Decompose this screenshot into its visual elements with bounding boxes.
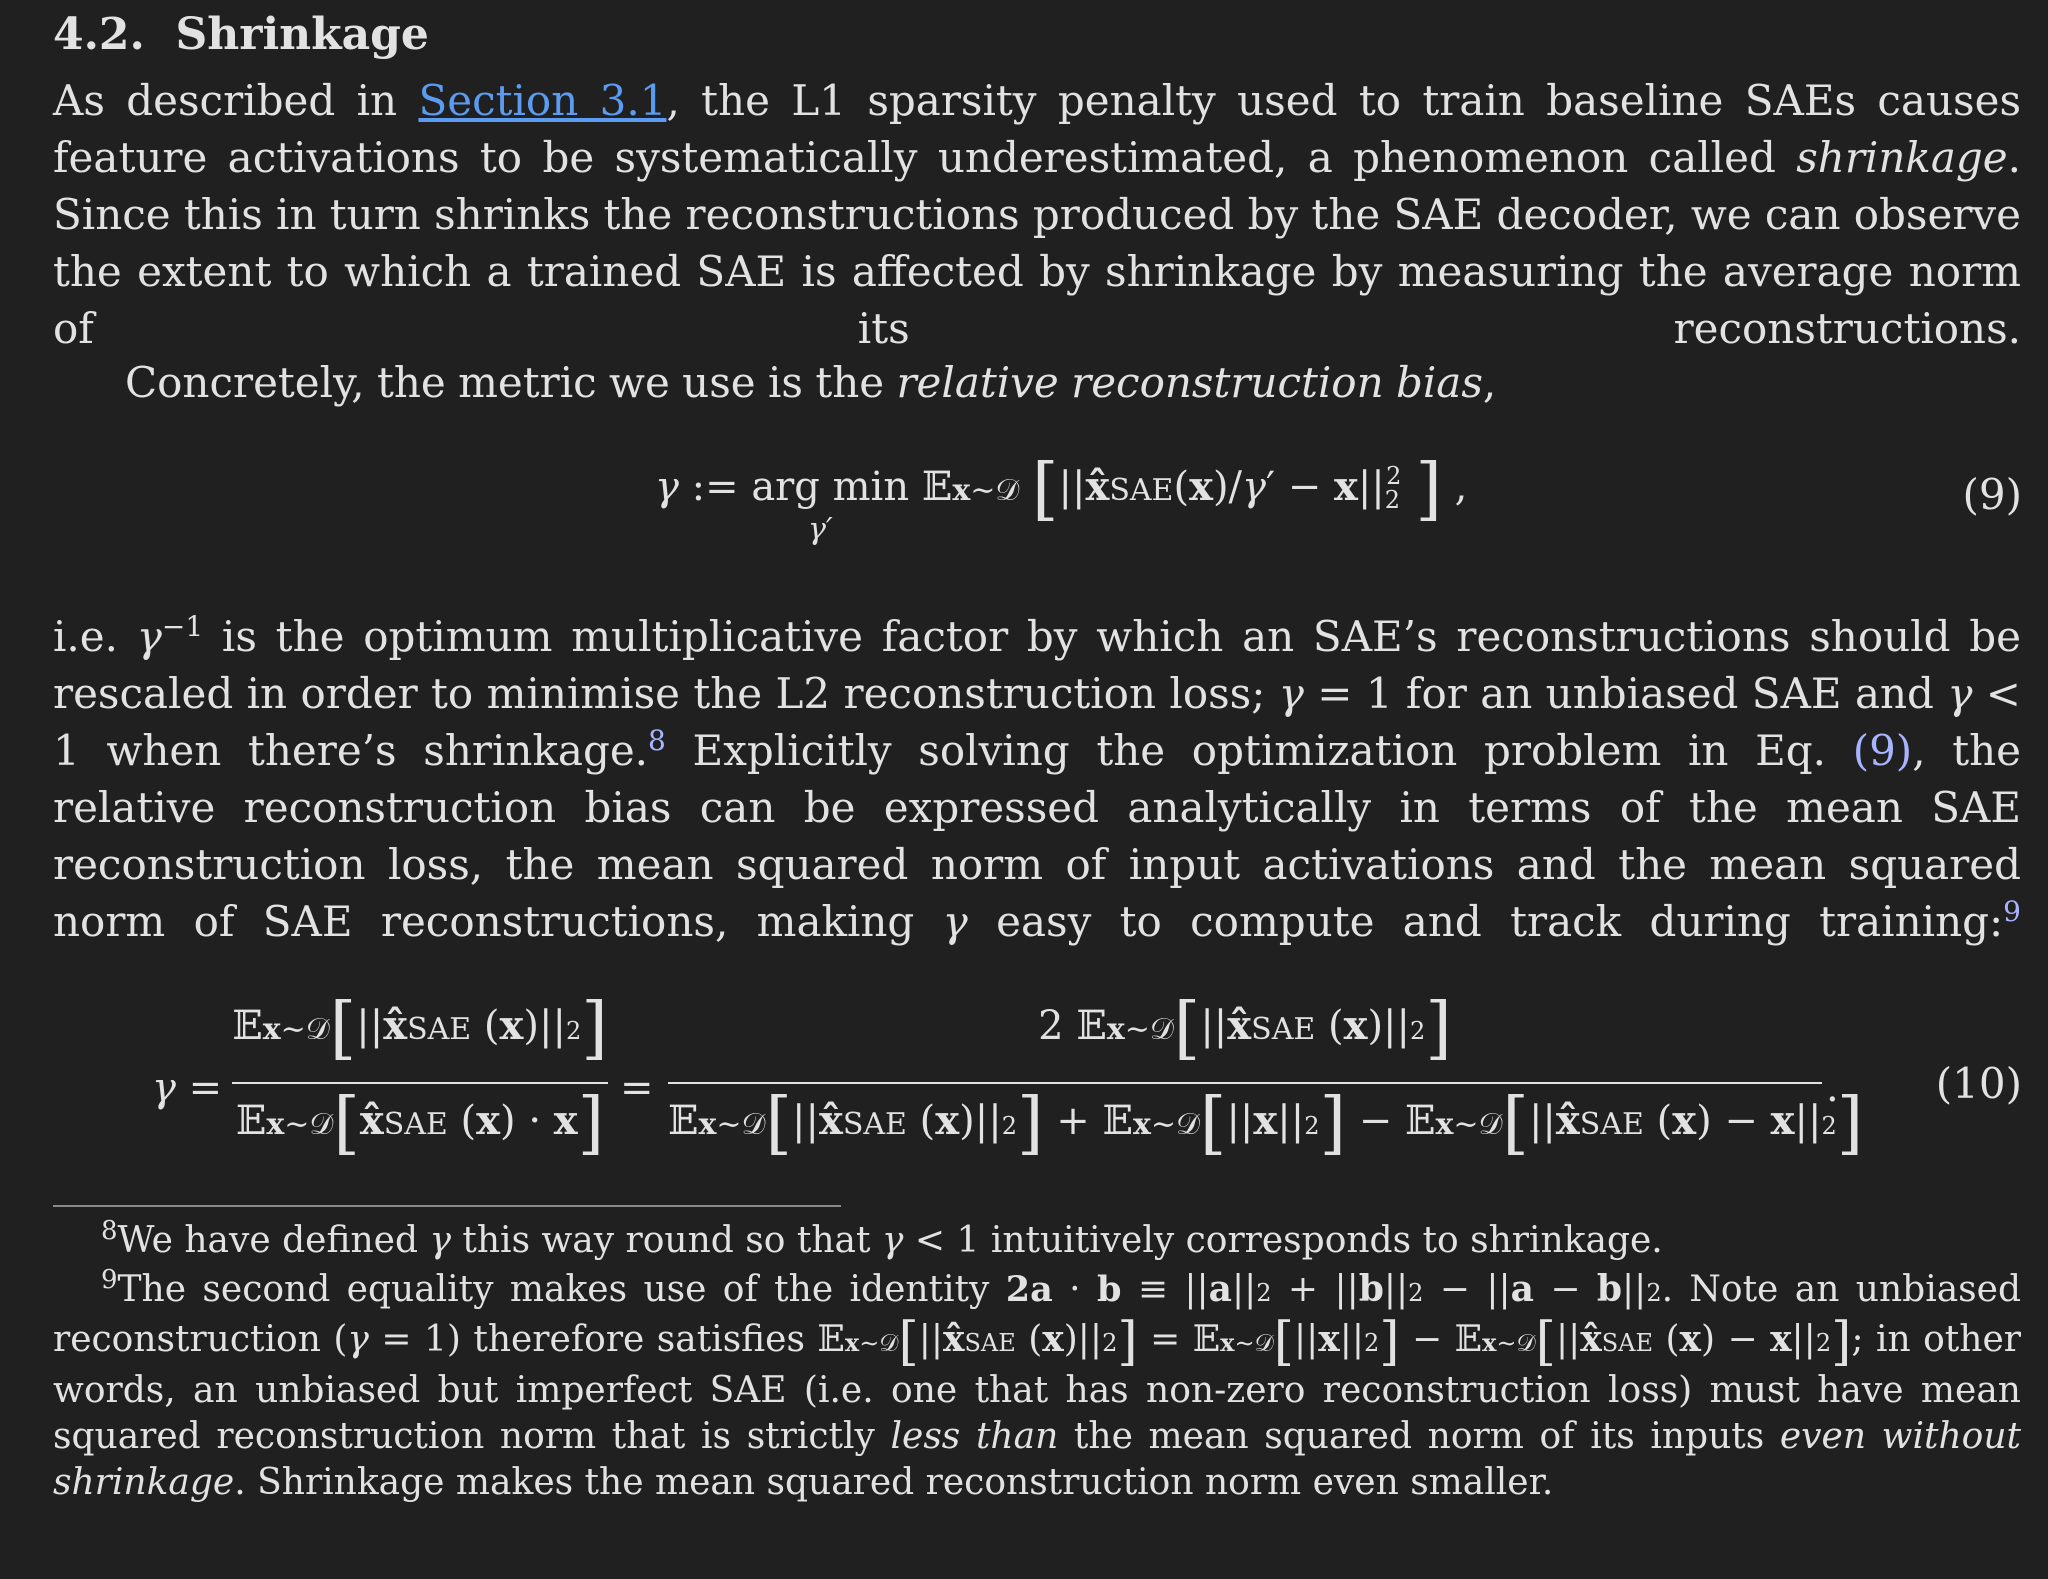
equation-10-number: (10) bbox=[1935, 1059, 2022, 1108]
footnote9-text-5: the mean squared norm of its inputs bbox=[1058, 1416, 1780, 1457]
section-3-1-link[interactable]: Section 3.1 bbox=[418, 76, 667, 125]
section-title: Shrinkage bbox=[175, 9, 429, 60]
footnote-9-mark: 9 bbox=[101, 1265, 118, 1295]
shrinkage-term: shrinkage bbox=[1796, 133, 2008, 182]
paragraph-explanation: i.e. $\gamma^{-1}$ is the optimum multiplicative factor by which an SAE’s reconstructions should be rescaled in order to minimise the L2 reconstruction loss; γ = 1 for an unbiased SAE and γ < 1 when there’s shrinkage.$^8$ Explicitly solving the optimization problem in Eq. (9), the relative reconstruction bias can be expressed analytically in terms of the mean SAE reconstruction loss, the mean squared norm of input activations and the mean squared norm of SAE reconstructions, making γ easy to compute and track during training:$^9$ bbox=[53, 610, 2021, 946]
para1-text-3: . Since this in turn shrinks the reconstructions produced by the SAE decoder, we can observe the extent to which a trained SAE is affected by shrinkage by measuring the average norm of its reconstructions. bbox=[53, 133, 2021, 353]
para3-text-1: is the optimum multiplicative factor by which an SAE’s reconstructions should be rescaled in order to minimise the L2 reconstruction loss; bbox=[53, 612, 2021, 718]
footnote9-text-3: ) therefore satisfies bbox=[446, 1319, 818, 1360]
para1-text: As described in bbox=[53, 76, 419, 125]
footnote9-text-4: ; in other words, an unbiased but imperfect SAE (i.e. one that has non-zero reconstruction loss) must have mean squared reconstruction norm that is strictly bbox=[53, 1319, 2021, 1457]
section-heading bbox=[53, 6, 429, 64]
footnote8-text-3: intuitively corresponds to shrinkage. bbox=[979, 1220, 1663, 1261]
equation-9: γ := arg min 𝔼x∼𝒟 [||x̂SAE(x)/γ′ − $x||_2^2$ ] , γ′ (9) bbox=[655, 450, 2022, 547]
paragraph-intro bbox=[53, 72, 2021, 357]
footnote9-text-1: The second equality makes use of the identity bbox=[117, 1269, 1006, 1310]
footnote-8: $^8$We have defined γ this way round so that γ < 1 intuitively corresponds to shrinkage. bbox=[101, 1216, 1663, 1261]
footnote-9-ref[interactable]: 9 bbox=[2003, 895, 2021, 928]
equation-10: γ = 𝔼x∼𝒟[||x̂SAE (x)||2] 𝔼x∼𝒟[x̂SAE (x) · x] = 2 𝔼x∼𝒟[||x̂SAE (x)||2] 𝔼x∼𝒟[||x̂SAE (x)||2] + 𝔼x∼𝒟[||x||2] − 𝔼x∼𝒟[||x̂SAE (x) − x||2] . (10) bbox=[152, 989, 2022, 1163]
equation-9-number: (9) bbox=[1962, 470, 2022, 519]
footnote9-text-2: . Note an unbiased reconstruction ( bbox=[53, 1269, 2021, 1360]
section-number: 4.2. bbox=[53, 9, 145, 60]
footnote8-text-2: this way round so that bbox=[450, 1220, 882, 1261]
para3-text-6: easy to compute and track during training: bbox=[967, 897, 2004, 946]
eq-9-ref[interactable]: (9) bbox=[1852, 726, 1913, 775]
para3-text-2: for an unbiased SAE and bbox=[1392, 669, 1948, 718]
para3-text-3: when there’s shrinkage. bbox=[79, 726, 649, 775]
footnote9-text-6: . Shrinkage makes the mean squared reconstruction norm even smaller. bbox=[234, 1462, 1554, 1503]
footnote-8-mark: 8 bbox=[101, 1216, 118, 1246]
even-without-shrinkage-term: even without shrinkage bbox=[53, 1416, 2021, 1503]
para3-text-4: Explicitly solving the optimization problem in Eq. bbox=[665, 726, 1853, 775]
less-than-term: less than bbox=[890, 1416, 1059, 1457]
relative-reconstruction-bias-term: relative reconstruction bias bbox=[896, 358, 1483, 407]
para2-text-2: , bbox=[1482, 358, 1497, 407]
footnote8-text-1: We have defined bbox=[117, 1220, 430, 1261]
para1-text-2: , the L1 sparsity penalty used to train baseline SAEs causes feature activations to be systematically underestimated, a phenomenon called bbox=[53, 76, 2021, 182]
footnote-9: $^9$The second equality makes use of the identity 2a · b ≡ ||a||2 + ||b||2 − ||a − b||2. Note an unbiased reconstruction (γ = 1) therefore satisfies 𝔼x∼𝒟[||x̂SAE (x)||2] = 𝔼x∼𝒟[||x||2] − 𝔼x∼𝒟[||x̂SAE (x) − x||2]; in other words, an unbiased but imperfect SAE (i.e. one that has non-zero reconstruction loss) must have mean squared reconstruction norm that is strictly less than the mean squared norm of its inputs even without shrinkage. Shrinkage makes the mean squared reconstruction norm even smaller. bbox=[53, 1265, 2021, 1503]
paragraph-metric bbox=[53, 354, 2021, 411]
para2-text: Concretely, the metric we use is the bbox=[125, 358, 897, 407]
footnote-8-ref[interactable]: 8 bbox=[648, 724, 666, 757]
footnote-divider bbox=[53, 1205, 841, 1207]
para3-text-5: , the relative reconstruction bias can be expressed analytically in terms of the mean SAE reconstruction loss, the mean squared norm of input activations and the mean squared norm of SAE reconstructions, making bbox=[53, 726, 2021, 946]
